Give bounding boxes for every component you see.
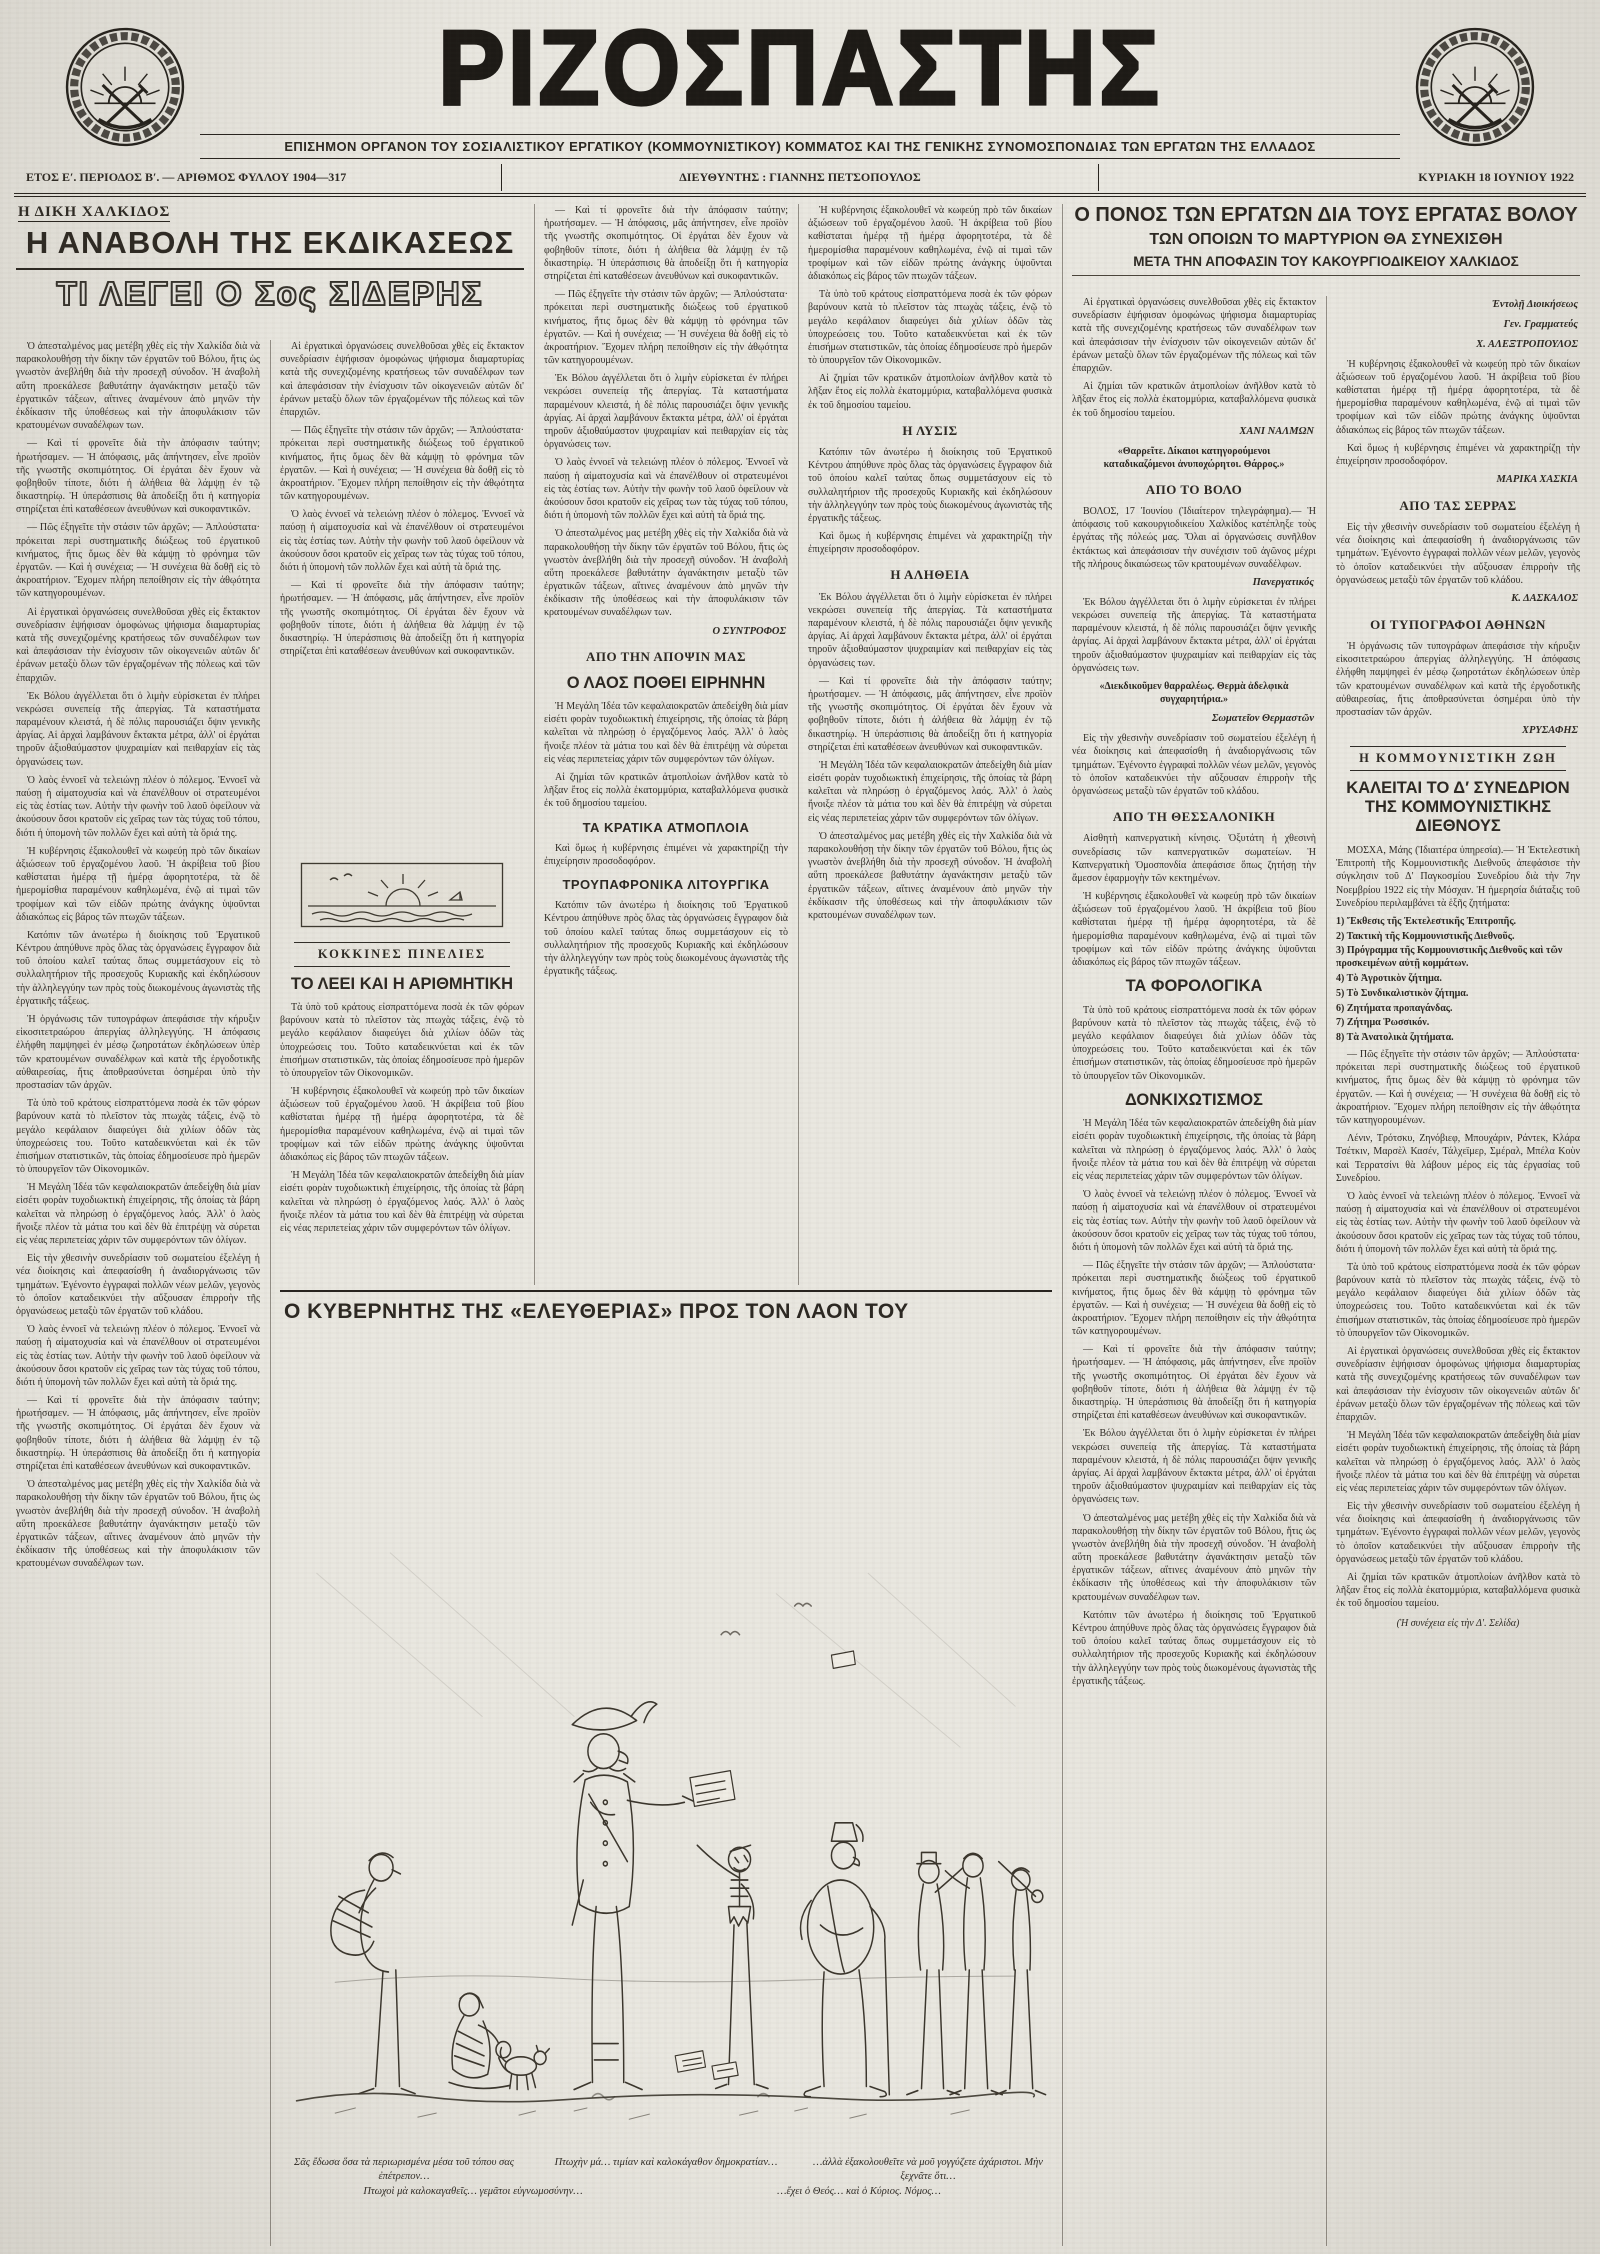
headline-kaleitai-to-synedrion: ΚΑΛΕΙΤΑΙ ΤΟ Δ′ ΣΥΝΕΔΡΙΟΝ ΤΗΣ ΚΟΜΜΟΥΝΙΣΤΙΚΗΣ ΔΙΕΘΝΟΥΣ — [1346, 778, 1570, 836]
subhead-apo-tin-apopsin-mas: ΑΠΟ ΤΗΝ ΑΠΟΨΙΝ ΜΑΣ — [586, 649, 746, 665]
paragraph: ΒΟΛΟΣ, 17 Ἰουνίου (Ἰδιαίτερον τηλεγράφημα).— Ἡ ἀπόφασις τοῦ κακουργιοδικείου Χαλκίδος κατέπληξε τοὺς ἐργάτας τῆς πόλεώς μας. Ὅλαι αἱ ὀργανώσεις συνῆλθον ἐκτάκτως καὶ ἀπεφάσισαν τὴν συνέχισιν τοῦ ἀγῶνος μέχρι τῆς πλήρους δικαιώσεως τῶν κρατουμένων συναδέλφων. — [1072, 506, 1316, 570]
block-body — [1072, 505, 1316, 571]
telegram-quote: «Διεκδικοῦμεν θαρραλέως. Θερμὰ ἀδελφικὰ συγχαρητήρια.» — [1099, 681, 1289, 706]
block-body — [16, 340, 260, 601]
paragraph: Αἱ ἐργατικαὶ ὀργανώσεις συνελθοῦσαι χθὲς εἰς ἔκτακτον συνεδρίασιν ἐψήφισαν ὁμοφώνως ψήφισμα διαμαρτυρίας κατὰ τῆς συνεχιζομένης κρατήσεως τῶν συναδέλφων των καὶ ἀπεφάσισαν τὴν ἐνίσχυσιν τῶν οἰκογενειῶν αὐτῶν δι' ἐράνων μεταξὺ ὅλων τῶν ἐργαζομένων τῆς πόλεως καὶ τῶν ἐπαρχιῶν. — [1072, 297, 1316, 374]
paragraph: Αἱ ζημίαι τῶν κρατικῶν ἀτμοπλοίων ἀνῆλθον κατὰ τὸ λῆξαν ἔτος εἰς πολλὰ ἑκατομμύρια, καταβαλλόμενα φυσικὰ ἐκ τοῦ δημοσίου ταμείου. — [808, 373, 1052, 411]
block-body — [1336, 844, 1580, 910]
paragraph: Καὶ ὅμως ἡ κυβέρνησις ἐπιμένει νὰ χαρακτηρίζῃ τὴν ἐπιχείρησιν προσοδοφόρον. — [1336, 442, 1580, 467]
paragraph: Τὰ ὑπὸ τοῦ κράτους εἰσπραττόμενα ποσὰ ἐκ τῶν φόρων βαρύνουν κατὰ τὸ πλεῖστον τὰς πτωχὰς τάξεις, ἐνῷ τὸ μεγάλο κεφάλαιον διαφεύγει διὰ χιλίων ὁδῶν τὰς ὑποχρεώσεις του. Τοῦτο καταδεικνύεται καὶ ἐκ τῶν ἐπισήμων στατιστικῶν, τὰς ὁποίας ἐδημοσίευσε πρὸ ἡμερῶν τὸ ὑπουργεῖον τῶν Οἰκονομικῶν. — [1336, 1261, 1580, 1339]
cartoon-caption: Σᾶς ἔδωσα ὅσα τὰ περιωρισμένα μέσα τοῦ τόπου σας ἐπέτρεπον… — [293, 2157, 515, 2182]
cartoon-figure-dog — [500, 2046, 549, 2090]
paragraph: Ἡ Μεγάλη Ἰδέα τῶν κεφαλαιοκρατῶν ἀπεδείχθη διὰ μίαν εἰσέτι φορὰν τυχοδιωκτικὴ ἐπιχείρησις, τῆς ὁποίας τὰ βάρη καλεῖται νὰ πληρώσῃ ὁ ἐργαζόμενος λαός. Ἀλλ' ὁ λαὸς ἤνοιξε πλέον τὰ μάτια του καὶ δὲν θὰ ἐπιτρέψῃ νὰ σύρεται εἰς νέας περιπετείας χάριν τῶν συμφερόντων τῶν ὀλίγων. — [280, 1170, 524, 1234]
block-body — [544, 842, 788, 868]
column-rule — [270, 340, 271, 2246]
rubric-kokkines-pinelies: ΚΟΚΚΙΝΕΣ ΠΙΝΕΛΙΕΣ — [294, 942, 510, 967]
paragraph: — Καὶ τί φρονεῖτε διὰ τὴν ἀπόφασιν ταύτην; ἠρωτήσαμεν. — Ἡ ἀπόφασις, μᾶς ἀπήντησεν, εἶνε προϊὸν τῆς γνωστῆς σκοπιμότητος. Οἱ ἐργάται δὲν ἔχουν νὰ φοβηθοῦν τίποτε, διότι ἡ ἀλήθεια θὰ λάμψῃ ἐν τῷ δικαστηρίῳ. Ἡ ὑπεράσπισις θὰ ἀποδείξῃ ὅτι ἡ κατηγορία στηρίζεται ἐπὶ καταθέσεων ἀνευθύνων καὶ συκοφαντικῶν. — [16, 1395, 260, 1472]
volos-headline-line2: ΤΩΝ ΟΠΟΙΩΝ ΤΟ ΜΑΡΤΥΡΙΟΝ ΘΑ ΣΥΝΕΧΙΣΘΗ — [1149, 231, 1503, 248]
paragraph: — Πῶς ἐξηγεῖτε τὴν στάσιν τῶν ἀρχῶν; — Ἁπλούστατα· πρόκειται περὶ συστηματικῆς διώξεως τοῦ ἐργατικοῦ κινήματος, ἥτις ὅμως δὲν θὰ κάμψῃ τὸ φρόνημα τῶν ἐργατῶν. — Καὶ ἡ συνέχεια; — Ἡ συνέχεια θὰ δοθῇ εἰς τὸ ἀκροατήριον. Ἔχομεν πλήρη πεποίθησιν εἰς τὴν ἀθῳότητα τῶν κατηγορουμένων. — [1336, 1049, 1580, 1126]
headline-donkixotismos: ΔΟΝΚΙΧΩΤΙΣΜΟΣ — [1125, 1090, 1263, 1109]
paragraph: Ἡ κυβέρνησις ἐξακολουθεῖ νὰ κωφεύῃ πρὸ τῶν δικαίων ἀξιώσεων τοῦ ἐργαζομένου λαοῦ. Ἡ ἀκρίβεια τοῦ βίου καθίσταται ἡμέρᾳ τῇ ἡμέρᾳ ἀφορητοτέρα, τὰ δὲ ἡμερομίσθια παραμένουν καθηλωμένα, ἐνῷ αἱ τιμαὶ τῶν τροφίμων καὶ τῶν εἰδῶν πρώτης ἀνάγκης ὑψοῦνται ἀδιακόπως εἰς βάρος τῶν πτωχῶν τάξεων. — [1336, 358, 1580, 436]
paragraph: Αἱ ζημίαι τῶν κρατικῶν ἀτμοπλοίων ἀνῆλθον κατὰ τὸ λῆξαν ἔτος εἰς πολλὰ ἑκατομμύρια, καταβαλλόμενα φυσικὰ ἐκ τοῦ δημοσίου ταμείου. — [1072, 381, 1316, 419]
paragraph: Ὁ ἀπεσταλμένος μας μετέβη χθὲς εἰς τὴν Χαλκίδα διὰ νὰ παρακολουθήσῃ τὴν δίκην τῶν ἐργατῶν τοῦ Βόλου, ἥτις ὡς γνωστὸν ἀνεβλήθη διὰ τὴν προσεχῆ σύνοδον. Ἡ ἀναβολὴ αὕτη προεκάλεσε βαθυτάτην ἀγανάκτησιν μεταξὺ τῶν ἐργατικῶν τάξεων, αἵτινες ἀναμένουν ἀπὸ μηνῶν τὴν ἐκδίκασιν τῆς ὑποθέσεως καὶ τὴν ἀποφυλάκισιν τῶν κρατουμένων συναδέλφων των. — [808, 830, 1052, 921]
edition-info: ΕΤΟΣ Ε′. ΠΕΡΙΟΔΟΣ Β′. — ΑΡΙΘΜΟΣ ΦΥΛΛΟΥ 1904—317 — [26, 170, 347, 184]
paragraph: — Πῶς ἐξηγεῖτε τὴν στάσιν τῶν ἀρχῶν; — Ἁπλούστατα· πρόκειται περὶ συστηματικῆς διώξεως τοῦ ἐργατικοῦ κινήματος, ἥτις ὅμως δὲν θὰ κάμψῃ τὸ φρόνημα τῶν ἐργατῶν. — Καὶ ἡ συνέχεια; — Ἡ συνέχεια θὰ δοθῇ εἰς τὸ ἀκροατήριον. Ἔχομεν πλήρη πεποίθησιν εἰς τὴν ἀθῳότητα τῶν κατηγορουμένων. — [1072, 1260, 1316, 1338]
issue-date: ΚΥΡΙΑΚΗ 18 ΙΟΥΝΙΟΥ 1922 — [1418, 170, 1574, 184]
signature: ΧΡΥΣΑΦΗΣ — [1521, 725, 1578, 737]
cartoon-illustration — [280, 1328, 1052, 2156]
subhead-i-alitheia: Η ΑΛΗΘΕΙΑ — [890, 567, 970, 583]
masthead-title: ΡΙΖΟΣΠΑΣΤΗΣ — [437, 8, 1163, 128]
paragraph: Τὰ ὑπὸ τοῦ κράτους εἰσπραττόμενα ποσὰ ἐκ τῶν φόρων βαρύνουν κατὰ τὸ πλεῖστον τὰς πτωχὰς τάξεις, ἐνῷ τὸ μεγάλο κεφάλαιον διαφεύγει διὰ χιλίων ὁδῶν τὰς ὑποχρεώσεις του. Τοῦτο καταδεικνύεται καὶ ἐκ τῶν ἐπισήμων στατιστικῶν, τὰς ὁποίας ἐδημοσίευσε πρὸ ἡμερῶν τὸ ὑπουργεῖον τῶν Οἰκονομικῶν. — [808, 289, 1052, 367]
signature: Κ. ΔΑΣΚΑΛΟΣ — [1511, 593, 1578, 605]
rubric-kommounistiki-zoi: Η ΚΟΜΜΟΥΝΙΣΤΙΚΗ ΖΩΗ — [1350, 746, 1566, 771]
paragraph: Καὶ ὅμως ἡ κυβέρνησις ἐπιμένει νὰ χαρακτηρίζῃ τὴν ἐπιχείρησιν προσοδοφόρον. — [544, 842, 788, 867]
block-body — [16, 606, 260, 840]
seascape-vignette-illustration — [300, 862, 504, 928]
cartoon-caption: Πτωχοὶ μὰ καλοκαγαθεῖς… γεμᾶτοι εὐγνωμοσύνην… — [363, 2186, 583, 2198]
cartoon-figure-skeletal-man — [697, 1845, 768, 2088]
paragraph: Ὁ ἀπεσταλμένος μας μετέβη χθὲς εἰς τὴν Χαλκίδα διὰ νὰ παρακολουθήσῃ τὴν δίκην τῶν ἐργατῶν τοῦ Βόλου, ἥτις ὡς γνωστὸν ἀνεβλήθη διὰ τὴν προσεχῆ σύνοδον. Ἡ ἀναβολὴ αὕτη προεκάλεσε βαθυτάτην ἀγανάκτησιν μεταξὺ τῶν ἐργατικῶν τάξεων, αἵτινες ἀναμένουν ἀπὸ μηνῶν τὴν ἐκδίκασιν τῆς ὑποθέσεως καὶ τὴν ἀποφυλάκισιν τῶν κρατουμένων συναδέλφων των. — [16, 341, 260, 432]
paragraph: Αἱ ἐργατικαὶ ὀργανώσεις συνελθοῦσαι χθὲς εἰς ἔκτακτον συνεδρίασιν ἐψήφισαν ὁμοφώνως ψήφισμα διαμαρτυρίας κατὰ τῆς συνεχιζομένης κρατήσεως τῶν συναδέλφων των καὶ ἀπεφάσισαν τὴν ἐνίσχυσιν τῶν οἰκογενειῶν αὐτῶν δι' ἐράνων μεταξὺ ὅλων τῶν ἐργαζομένων τῆς πόλεως καὶ τῶν ἐπαρχιῶν. — [1336, 1346, 1580, 1423]
paragraph: Ὁ λαὸς ἐννοεῖ νὰ τελειώνῃ πλέον ὁ πόλεμος. Ἐννοεῖ νὰ παύσῃ ἡ αἱματοχυσία καὶ νὰ ἐπανέλθουν οἱ στρατευμένοι εἰς τὰς ἑστίας των. Αὐτὴν τὴν φωνὴν τοῦ λαοῦ ὀφείλουν νὰ ἀκούσουν ὅσοι κρατοῦν εἰς χεῖρας των τὰς τύχας τοῦ τόπου, διότι ἡ ὑπομονὴ τῶν πολλῶν ἔχει καὶ αὐτὴ τὰ ὅριά της. — [280, 509, 524, 573]
telegram-quote: «Θαρρεῖτε. Δίκαιοι κατηγορούμενοι καταδικαζόμενοι ἀνυποχώρητοι. Θάρρος.» — [1103, 445, 1285, 470]
block-body — [1336, 1048, 1580, 1611]
paragraph: Κατόπιν τῶν ἀνωτέρω ἡ διοίκησις τοῦ Ἐργατικοῦ Κέντρου ἀπηύθυνε πρὸς ὅλας τὰς ὀργανώσεις ἔγγραφον διὰ τοῦ ὁποίου καλεῖ ταύτας ὅπως συμμετάσχουν εἰς τὸ συλλαλητήριον τῆς προσεχοῦς Κυριακῆς καὶ ἐκδηλώσουν τὴν ἀλληλεγγύην των πρὸς τοὺς διωκομένους ἀγωνιστὰς τῆς ἐργατικῆς τάξεως. — [808, 446, 1052, 524]
subhead-apo-ti-thessaloniki: ΑΠΟ ΤΗ ΘΕΣΣΑΛΟΝΙΚΗ — [1112, 809, 1276, 825]
block-body — [808, 446, 1052, 557]
paragraph: Ὁ λαὸς ἐννοεῖ νὰ τελειώνῃ πλέον ὁ πόλεμος. Ἐννοεῖ νὰ παύσῃ ἡ αἱματοχυσία καὶ νὰ ἐπανέλθουν οἱ στρατευμένοι εἰς τὰς ἑστίας των. Αὐτὴν τὴν φωνὴν τοῦ λαοῦ ὀφείλουν νὰ ἀκούσουν ὅσοι κρατοῦν εἰς χεῖρας των τὰς τύχας τοῦ τόπου, διότι ἡ ὑπομονὴ τῶν πολλῶν ἔχει καὶ αὐτὴ τὰ ὅριά της. — [16, 774, 260, 839]
block-body — [1072, 832, 1316, 969]
block-body — [1336, 358, 1580, 469]
paragraph: Ὁ ἀπεσταλμένος μας μετέβη χθὲς εἰς τὴν Χαλκίδα διὰ νὰ παρακολουθήσῃ τὴν δίκην τῶν ἐργατῶν τοῦ Βόλου, ἥτις ὡς γνωστὸν ἀνεβλήθη διὰ τὴν προσεχῆ σύνοδον. Ἡ ἀναβολὴ αὕτη προεκάλεσε βαθυτάτην ἀγανάκτησιν μεταξὺ τῶν ἐργατικῶν τάξεων, αἵτινες ἀναμένουν ἀπὸ μηνῶν τὴν ἐκδίκασιν τῆς ὑποθέσεως καὶ τὴν ἀποφυλάκισιν τῶν κρατουμένων συναδέλφων των. — [1072, 1512, 1316, 1603]
lead-kicker-text: Η ΔΙΚΗ ΧΑΛΚΙΔΟΣ — [18, 204, 171, 220]
headline-to-leei-kai-i-arithmitiki: ΤΟ ΛΕΕΙ ΚΑΙ Η ΑΡΙΘΜΗΤΙΚΗ — [290, 974, 514, 993]
paragraph: — Καὶ τί φρονεῖτε διὰ τὴν ἀπόφασιν ταύτην; ἠρωτήσαμεν. — Ἡ ἀπόφασις, μᾶς ἀπήντησεν, εἶνε προϊὸν τῆς γνωστῆς σκοπιμότητος. Οἱ ἐργάται δὲν ἔχουν νὰ φοβηθοῦν τίποτε, διότι ἡ ἀλήθεια θὰ λάμψῃ ἐν τῷ δικαστηρίῳ. Ἡ ὑπεράσπισις θὰ ἀποδείξῃ ὅτι ἡ κατηγορία στηρίζεται ἐπὶ καταθέσεων ἀνευθύνων καὶ συκοφαντικῶν. — [808, 675, 1052, 753]
paragraph: — Καὶ τί φρονεῖτε διὰ τὴν ἀπόφασιν ταύτην; ἠρωτήσαμεν. — Ἡ ἀπόφασις, μᾶς ἀπήντησεν, εἶνε προϊὸν τῆς γνωστῆς σκοπιμότητος. Οἱ ἐργάται δὲν ἔχουν νὰ φοβηθοῦν τίποτε, διότι ἡ ἀλήθεια θὰ λάμψῃ ἐν τῷ δικαστηρίῳ. Ἡ ὑπεράσπισις θὰ ἀποδείξῃ ὅτι ἡ κατηγορία στηρίζεται ἐπὶ καταθέσεων ἀνευθύνων καὶ συκοφαντικῶν. — [544, 205, 788, 282]
paragraph: Ὁ λαὸς ἐννοεῖ νὰ τελειώνῃ πλέον ὁ πόλεμος. Ἐννοεῖ νὰ παύσῃ ἡ αἱματοχυσία καὶ νὰ ἐπανέλθουν οἱ στρατευμένοι εἰς τὰς ἑστίας των. Αὐτὴν τὴν φωνὴν τοῦ λαοῦ ὀφείλουν νὰ ἀκούσουν ὅσοι κρατοῦν εἰς χεῖρας των τὰς τύχας τοῦ τόπου, διότι ἡ ὑπομονὴ τῶν πολλῶν ἔχει καὶ αὐτὴ τὰ ὅριά της. — [16, 1324, 260, 1388]
paragraph: Ὁ ἀπεσταλμένος μας μετέβη χθὲς εἰς τὴν Χαλκίδα διὰ νὰ παρακολουθήσῃ τὴν δίκην τῶν ἐργατῶν τοῦ Βόλου, ἥτις ὡς γνωστὸν ἀνεβλήθη διὰ τὴν προσεχῆ σύνοδον. Ἡ ἀναβολὴ αὕτη προεκάλεσε βαθυτάτην ἀγανάκτησιν μεταξὺ τῶν ἐργατικῶν τάξεων, αἵτινες ἀναμένουν ἀπὸ μηνῶν τὴν ἐκδίκασιν τῆς ὑποθέσεως καὶ τὴν ἀποφυλάκισιν τῶν κρατουμένων συναδέλφων των. — [16, 1479, 260, 1570]
paragraph: Ἡ ὀργάνωσις τῶν τυπογράφων ἀπεφάσισε τὴν κήρυξιν εἰκοσιτετραώρου ἀπεργίας ἀλληλεγγύης. Ἡ ἀπόφασις ἐλήφθη παμψηφεὶ ἐν μέσῳ ζωηροτάτων ἐκδηλώσεων ὑπὲρ τῶν κρατουμένων συναδέλφων καὶ κατὰ τῆς ἐργοδοτικῆς αὐθαιρεσίας, ἥτις ἀποθρασύνεται ὁσημέραι ὑπὸ τὴν προστασίαν τῶν ἀρχῶν. — [1336, 641, 1580, 718]
lead-kicker — [18, 204, 524, 221]
cartoon-caption: …ἔχει ὁ Θεός… καὶ ὁ Κύριος. Νόμος… — [777, 2186, 941, 2198]
paragraph: Ἐκ Βόλου ἀγγέλλεται ὅτι ὁ λιμὴν εὑρίσκεται ἐν πλήρει νεκρώσει συνεπείᾳ τῆς ἀπεργίας. Τὰ καταστήματα παραμένουν κλειστά, ἡ δὲ πόλις παρουσιάζει ὄψιν γενικῆς ἀργίας. Αἱ ἀρχαὶ λαμβάνουν ἔκτακτα μέτρα, ἀλλ' οἱ ἐργάται τηροῦν ἀξιοθαύμαστον ψυχραιμίαν καὶ πειθαρχίαν εἰς τὰς ὀργανώσεις των. — [1072, 596, 1316, 674]
paragraph: Καὶ ὅμως ἡ κυβέρνησις ἐπιμένει νὰ χαρακτηρίζῃ τὴν ἐπιχείρησιν προσοδοφόρον. — [808, 531, 1052, 556]
paragraph: Ἐκ Βόλου ἀγγέλλεται ὅτι ὁ λιμὴν εὑρίσκεται ἐν πλήρει νεκρώσει συνεπείᾳ τῆς ἀπεργίας. Τὰ καταστήματα παραμένουν κλειστά, ἡ δὲ πόλις παρουσιάζει ὄψιν γενικῆς ἀργίας. Αἱ ἀρχαὶ λαμβάνουν ἔκτακτα μέτρα, ἀλλ' οἱ ἐργάται τηροῦν ἀξιοθαύμαστον ψυχραιμίαν καὶ πειθαρχίαν εἰς τὰς ὀργανώσεις των. — [544, 373, 788, 451]
subhead-i-lysis: Η ΛΥΣΙΣ — [902, 422, 958, 438]
paragraph: — Καὶ τί φρονεῖτε διὰ τὴν ἀπόφασιν ταύτην; ἠρωτήσαμεν. — Ἡ ἀπόφασις, μᾶς ἀπήντησεν, εἶνε προϊὸν τῆς γνωστῆς σκοπιμότητος. Οἱ ἐργάται δὲν ἔχουν νὰ φοβηθοῦν τίποτε, διότι ἡ ἀλήθεια θὰ λάμψῃ ἐν τῷ δικαστηρίῳ. Ἡ ὑπεράσπισις θὰ ἀποδείξῃ ὅτι ἡ κατηγορία στηρίζεται ἐπὶ καταθέσεων ἀνευθύνων καὶ συκοφαντικῶν. — [16, 438, 260, 516]
paragraph: Κατόπιν τῶν ἀνωτέρω ἡ διοίκησις τοῦ Ἐργατικοῦ Κέντρου ἀπηύθυνε πρὸς ὅλας τὰς ὀργανώσεις ἔγγραφον διὰ τοῦ ὁποίου καλεῖ ταύτας ὅπως συμμετάσχουν εἰς τὸ συλλαλητήριον τῆς προσεχοῦς Κυριακῆς καὶ ἐκδηλώσουν τὴν ἀλληλεγγύην των πρὸς τοὺς διωκομένους ἀγωνιστὰς τῆς ἐργατικῆς τάξεως. — [16, 929, 260, 1007]
signature: ΧΑΝΙ ΝΑΛΜΩΝ — [1239, 425, 1314, 437]
paragraph: Τὰ ὑπὸ τοῦ κράτους εἰσπραττόμενα ποσὰ ἐκ τῶν φόρων βαρύνουν κατὰ τὸ πλεῖστον τὰς πτωχὰς τάξεις, ἐνῷ τὸ μεγάλο κεφάλαιον διαφεύγει διὰ χιλίων ὁδῶν τὰς ὑποχρεώσεις του. Τοῦτο καταδεικνύεται καὶ ἐκ τῶν ἐπισήμων στατιστικῶν, τὰς ὁποίας ἐδημοσίευσε πρὸ ἡμερῶν τὸ ὑπουργεῖον τῶν Οἰκονομικῶν. — [1072, 1004, 1316, 1082]
director-info: ΔΙΕΥΘΥΝΤΗΣ : ΓΙΑΝΝΗΣ ΠΕΤΣΟΠΟΥΛΟΣ — [501, 164, 1098, 191]
block-body — [280, 1001, 524, 1235]
block-body — [16, 845, 260, 1092]
paragraph: — Πῶς ἐξηγεῖτε τὴν στάσιν τῶν ἀρχῶν; — Ἁπλούστατα· πρόκειται περὶ συστηματικῆς διώξεως τοῦ ἐργατικοῦ κινήματος, ἥτις ὅμως δὲν θὰ κάμψῃ τὸ φρόνημα τῶν ἐργατῶν. — Καὶ ἡ συνέχεια; — Ἡ συνέχεια θὰ δοθῇ εἰς τὸ ἀκροατήριον. Ἔχομεν πλήρη πεποίθησιν εἰς τὴν ἀθῳότητα τῶν κατηγορουμένων. — [544, 289, 788, 367]
paragraph: Αἱ ζημίαι τῶν κρατικῶν ἀτμοπλοίων ἀνῆλθον κατὰ τὸ λῆξαν ἔτος εἰς πολλὰ ἑκατομμύρια, καταβαλλόμενα φυσικὰ ἐκ τοῦ δημοσίου ταμείου. — [544, 772, 788, 810]
column-2-upper — [280, 340, 524, 856]
cartoon-figure-pasha — [801, 1823, 890, 2097]
paragraph: Ἡ κυβέρνησις ἐξακολουθεῖ νὰ κωφεύῃ πρὸ τῶν δικαίων ἀξιώσεων τοῦ ἐργαζομένου λαοῦ. Ἡ ἀκρίβεια τοῦ βίου καθίσταται ἡμέρᾳ τῇ ἡμέρᾳ ἀφορητοτέρα, τὰ δὲ ἡμερομίσθια παραμένουν καθηλωμένα, ἐνῷ αἱ τιμαὶ τῶν τροφίμων καὶ τῶν εἰδῶν πρώτης ἀνάγκης ὑψοῦνται ἀδιακόπως εἰς βάρος τῶν πτωχῶν τάξεων. — [280, 1086, 524, 1164]
paragraph: Ἐκ Βόλου ἀγγέλλεται ὅτι ὁ λιμὴν εὑρίσκεται ἐν πλήρει νεκρώσει συνεπείᾳ τῆς ἀπεργίας. Τὰ καταστήματα παραμένουν κλειστά, ἡ δὲ πόλις παρουσιάζει ὄψιν γενικῆς ἀργίας. Αἱ ἀρχαὶ λαμβάνουν ἔκτακτα μέτρα, ἀλλ' οἱ ἐργάται τηροῦν ἀξιοθαύμαστον ψυχραιμίαν καὶ πειθαρχίαν εἰς τὰς ὀργανώσεις των. — [16, 690, 260, 768]
cartoon-figure-soldier — [996, 1862, 1046, 2095]
congress-agenda-list — [1336, 915, 1580, 1044]
subhead-oi-typografoi-athinon: ΟΙ ΤΥΠΟΓΡΑΦΟΙ ΑΘΗΝΩΝ — [1370, 616, 1546, 632]
paragraph: Ἡ ὀργάνωσις τῶν τυπογράφων ἀπεφάσισε τὴν κήρυξιν εἰκοσιτετραώρου ἀπεργίας ἀλληλεγγύης. Ἡ ἀπόφασις ἐλήφθη παμψηφεὶ ἐν μέσῳ ζωηροτάτων ἐκδηλώσεων ὑπὲρ τῶν κρατουμένων συναδέλφων καὶ κατὰ τῆς ἐργοδοτικῆς αὐθαιρεσίας, ἥτις ἀποθρασύνεται ὁσημέραι ὑπὸ τὴν προστασίαν τῶν ἀρχῶν. — [16, 1014, 260, 1091]
paragraph: Τὰ ὑπὸ τοῦ κράτους εἰσπραττόμενα ποσὰ ἐκ τῶν φόρων βαρύνουν κατὰ τὸ πλεῖστον τὰς πτωχὰς τάξεις, ἐνῷ τὸ μεγάλο κεφάλαιον διαφεύγει διὰ χιλίων ὁδῶν τὰς ὑποχρεώσεις του. Τοῦτο καταδεικνύεται καὶ ἐκ τῶν ἐπισήμων στατιστικῶν, τὰς ὁποίας ἐδημοσίευσε πρὸ ἡμερῶν τὸ ὑπουργεῖον τῶν Οἰκονομικῶν. — [280, 1001, 524, 1079]
cartoon-captions — [280, 2156, 1052, 2183]
paragraph: Κατόπιν τῶν ἀνωτέρω ἡ διοίκησις τοῦ Ἐργατικοῦ Κέντρου ἀπηύθυνε πρὸς ὅλας τὰς ὀργανώσεις ἔγγραφον διὰ τοῦ ὁποίου καλεῖ ταύτας ὅπως συμμετάσχουν εἰς τὸ συλλαλητήριον τῆς προσεχοῦς Κυριακῆς καὶ ἐκδηλώσουν τὴν ἀλληλεγγύην των πρὸς τοὺς διωκομένους ἀγωνιστὰς τῆς ἐργατικῆς τάξεως. — [544, 900, 788, 978]
paragraph: Ἡ κυβέρνησις ἐξακολουθεῖ νὰ κωφεύῃ πρὸ τῶν δικαίων ἀξιώσεων τοῦ ἐργαζομένου λαοῦ. Ἡ ἀκρίβεια τοῦ βίου καθίσταται ἡμέρᾳ τῇ ἡμέρᾳ ἀφορητοτέρα, τὰ δὲ ἡμερομίσθια παραμένουν καθηλωμένα, ἐνῷ αἱ τιμαὶ τῶν τροφίμων καὶ τῶν εἰδῶν πρώτης ἀνάγκης ὑψοῦνται ἀδιακόπως εἰς βάρος τῶν πτωχῶν τάξεων. — [1072, 891, 1316, 969]
column-4 — [808, 204, 1052, 1285]
paragraph: 3) Πρόγραμμα τῆς Κομμουνιστικῆς Διεθνοῦς καὶ τῶν προσκειμένων αὐτῇ κομμάτων. — [1336, 945, 1563, 970]
party-wreath-emblem-icon — [1414, 26, 1536, 148]
paragraph: Εἰς τὴν χθεσινὴν συνεδρίασιν τοῦ σωματείου ἐξελέγη ἡ νέα διοίκησις καὶ ἀπεφασίσθη ἡ ἀναδιοργάνωσις τῶν τμημάτων. Ἐγένοντο ἐγγραφαὶ πολλῶν νέων μελῶν, γεγονὸς τὸ ὁποῖον καταδεικνύει τὴν αὔξουσαν ἐπιρροὴν τῆς ὀργανώσεως μεταξὺ τῶν ἐργατῶν τοῦ κλάδου. — [1336, 522, 1580, 586]
paragraph: Εἰς τὴν χθεσινὴν συνεδρίασιν τοῦ σωματείου ἐξελέγη ἡ νέα διοίκησις καὶ ἀπεφασίσθη ἡ ἀναδιοργάνωσις τῶν τμημάτων. Ἐγένοντο ἐγγραφαὶ πολλῶν νέων μελῶν, γεγονὸς τὸ ὁποῖον καταδεικνύει τὴν αὔξουσαν ἐπιρροὴν τῆς ὀργανώσεως μεταξὺ τῶν ἐργατῶν τοῦ κλάδου. — [1336, 1501, 1580, 1565]
block-body — [280, 340, 524, 658]
paragraph: Ἡ Μεγάλη Ἰδέα τῶν κεφαλαιοκρατῶν ἀπεδείχθη διὰ μίαν εἰσέτι φορὰν τυχοδιωκτικὴ ἐπιχείρησις, τῆς ὁποίας τὰ βάρη καλεῖται νὰ πληρώσῃ ὁ ἐργαζόμενος λαός. Ἀλλ' ὁ λαὸς ἤνοιξε πλέον τὰ μάτια του καὶ δὲν θὰ ἐπιτρέψῃ νὰ σύρεται εἰς νέας περιπετείας χάριν τῶν συμφερόντων τῶν ὀλίγων. — [544, 701, 788, 765]
paragraph: Ὁ λαὸς ἐννοεῖ νὰ τελειώνῃ πλέον ὁ πόλεμος. Ἐννοεῖ νὰ παύσῃ ἡ αἱματοχυσία καὶ νὰ ἐπανέλθουν οἱ στρατευμένοι εἰς τὰς ἑστίας των. Αὐτὴν τὴν φωνὴν τοῦ λαοῦ ὀφείλουν νὰ ἀκούσουν ὅσοι κρατοῦν εἰς χεῖρας των τὰς τύχας τοῦ τόπου, διότι ἡ ὑπομονὴ τῶν πολλῶν ἔχει καὶ αὐτὴ τὰ ὅριά της. — [1336, 1190, 1580, 1255]
paragraph: 6) Ζητήματα προπαγάνδας. — [1336, 1002, 1453, 1014]
headline-o-laos-pothei-eirinin: Ο ΛΑΟΣ ΠΟΘΕΙ ΕΙΡΗΝΗΝ — [566, 673, 766, 692]
signature: ΜΑΡΙΚΑ ΧΑΣΚΙΑ — [1496, 474, 1578, 486]
cartoon-figure-woman — [449, 1993, 511, 2088]
cartoon-caption: …ἀλλὰ ἐξακολουθεῖτε νὰ μοῦ γογγύζετε ἀχάριστοι. Μὴν ξεχνᾶτε ὅτι… — [813, 2157, 1043, 2182]
paragraph: Ἐκ Βόλου ἀγγέλλεται ὅτι ὁ λιμὴν εὑρίσκεται ἐν πλήρει νεκρώσει συνεπείᾳ τῆς ἀπεργίας. Τὰ καταστήματα παραμένουν κλειστά, ἡ δὲ πόλις παρουσιάζει ὄψιν γενικῆς ἀργίας. Αἱ ἀρχαὶ λαμβάνουν ἔκτακτα μέτρα, ἀλλ' οἱ ἐργάται τηροῦν ἀξιοθαύμαστον ψυχραιμίαν καὶ πειθαρχίαν εἰς τὰς ὀργανώσεις των. — [808, 591, 1052, 669]
paragraph: Ἡ Μεγάλη Ἰδέα τῶν κεφαλαιοκρατῶν ἀπεδείχθη διὰ μίαν εἰσέτι φορὰν τυχοδιωκτικὴ ἐπιχείρησις, τῆς ὁποίας τὰ βάρη καλεῖται νὰ πληρώσῃ ὁ ἐργαζόμενος λαός. Ἀλλ' ὁ λαὸς ἤνοιξε πλέον τὰ μάτια του καὶ δὲν θὰ ἐπιτρέψῃ νὰ σύρεται εἰς νέας περιπετείας χάριν τῶν συμφερόντων τῶν ὀλίγων. — [16, 1182, 260, 1246]
paragraph: Αἰσθητὴ καπνεργατικὴ κίνησις. Ὀξυτάτη ἡ χθεσινὴ συνεδρίασις τῶν καπνεργατικῶν σωματείων. Ἡ Καπνεργατικὴ Ὁμοσπονδία ἀπεφάσισε ὅπως ζητήσῃ τὴν ἄμεσον ἐφαρμογὴν τῶν κεκτημένων. — [1072, 833, 1316, 884]
paragraph: — Πῶς ἐξηγεῖτε τὴν στάσιν τῶν ἀρχῶν; — Ἁπλούστατα· πρόκειται περὶ συστηματικῆς διώξεως τοῦ ἐργατικοῦ κινήματος, ἥτις ὅμως δὲν θὰ κάμψῃ τὸ φρόνημα τῶν ἐργατῶν. — Καὶ ἡ συνέχεια; — Ἡ συνέχεια θὰ δοθῇ εἰς τὸ ἀκροατήριον. Ἔχομεν πλήρη πεποίθησιν εἰς τὴν ἀθῳότητα τῶν κατηγορουμένων. — [16, 522, 260, 600]
volos-headline-line1: Ο ΠΟΝΟΣ ΤΩΝ ΕΡΓΑΤΩΝ ΔΙΑ ΤΟΥΣ ΕΡΓΑΤΑΣ ΒΟΛΟΥ — [1074, 204, 1578, 226]
paragraph: 4) Τὸ Ἀγροτικὸν ζήτημα. — [1336, 973, 1442, 985]
paragraph: Ἡ Μεγάλη Ἰδέα τῶν κεφαλαιοκρατῶν ἀπεδείχθη διὰ μίαν εἰσέτι φορὰν τυχοδιωκτικὴ ἐπιχείρησις, τῆς ὁποίας τὰ βάρη καλεῖται νὰ πληρώσῃ ὁ ἐργαζόμενος λαός. Ἀλλ' ὁ λαὸς ἤνοιξε πλέον τὰ μάτια του καὶ δὲν θὰ ἐπιτρέψῃ νὰ σύρεται εἰς νέας περιπετείας χάριν τῶν συμφερόντων τῶν ὀλίγων. — [808, 759, 1052, 824]
block-body — [808, 204, 1052, 412]
headline-troupafronika: ΤΡΟΥΠΑΦΡΟΝΙΚΑ ΛΙΤΟΥΡΓΙΚΑ — [562, 877, 770, 893]
column-2-lower — [280, 934, 524, 1285]
paragraph: Εἰς τὴν χθεσινὴν συνεδρίασιν τοῦ σωματείου ἐξελέγη ἡ νέα διοίκησις καὶ ἀπεφασίσθη ἡ ἀναδιοργάνωσις τῶν τμημάτων. Ἐγένοντο ἐγγραφαὶ πολλῶν νέων μελῶν, γεγονὸς τὸ ὁποῖον καταδεικνύει τὴν αὔξουσαν ἐπιρροὴν τῆς ὀργανώσεως μεταξὺ τῶν ἐργατῶν τοῦ κλάδου. — [1072, 733, 1316, 797]
column-rule — [1326, 296, 1327, 2246]
block-body — [1336, 521, 1580, 587]
paragraph: Ὁ λαὸς ἐννοεῖ νὰ τελειώνῃ πλέον ὁ πόλεμος. Ἐννοεῖ νὰ παύσῃ ἡ αἱματοχυσία καὶ νὰ ἐπανέλθουν οἱ στρατευμένοι εἰς τὰς ἑστίας των. Αὐτὴν τὴν φωνὴν τοῦ λαοῦ ὀφείλουν νὰ ἀκούσουν ὅσοι κρατοῦν εἰς χεῖρας των τὰς τύχας τοῦ τόπου, διότι ἡ ὑπομονὴ τῶν πολλῶν ἔχει καὶ αὐτὴ τὰ ὅριά της. — [1072, 1189, 1316, 1253]
column-rule — [1062, 204, 1063, 2246]
headline-ta-kratika-atmoploia: ΤΑ ΚΡΑΤΙΚΑ ΑΤΜΟΠΛΟΙΑ — [582, 819, 750, 835]
block-body — [16, 1097, 260, 1318]
column-3 — [544, 204, 788, 1285]
cartoon-caption: Πτωχὴν μά… τιμίαν καὶ καλοκάγαθον δημοκρατίαν… — [554, 2157, 778, 2168]
block-body — [1072, 1004, 1316, 1083]
cartoon-title: Ο ΚΥΒΕΡΝΗΤΗΣ ΤΗΣ «ΕΛΕΥΘΕΡΙΑΣ» ΠΡΟΣ ΤΟΝ ΛΑΟΝ ΤΟΥ — [284, 1300, 909, 1323]
paragraph: 7) Ζήτημα Ῥωσσικόν. — [1336, 1017, 1430, 1029]
paragraph: 8) Τὰ Ἀνατολικὰ ζητήματα. — [1336, 1031, 1454, 1043]
cartoon-scattered-papers — [675, 2051, 738, 2080]
paragraph: Αἱ ἐργατικαὶ ὀργανώσεις συνελθοῦσαι χθὲς εἰς ἔκτακτον συνεδρίασιν ἐψήφισαν ὁμοφώνως ψήφισμα διαμαρτυρίας κατὰ τῆς συνεχιζομένης κρατήσεως τῶν συναδέλφων των καὶ ἀπεφάσισαν τὴν ἐνίσχυσιν τῶν οἰκογενειῶν αὐτῶν δι' ἐράνων μεταξὺ ὅλων τῶν ἐργαζομένων τῆς πόλεως καὶ τῶν ἐπαρχιῶν. — [16, 606, 260, 684]
editorial-cartoon — [280, 1290, 1052, 2246]
paragraph: 1) Ἔκθεσις τῆς Ἐκτελεστικῆς Ἐπιτροπῆς. — [1336, 915, 1517, 927]
paragraph: 2) Τακτικὴ τῆς Κομμουνιστικῆς Διεθνοῦς. — [1336, 930, 1515, 942]
paragraph: Ἡ κυβέρνησις ἐξακολουθεῖ νὰ κωφεύῃ πρὸ τῶν δικαίων ἀξιώσεων τοῦ ἐργαζομένου λαοῦ. Ἡ ἀκρίβεια τοῦ βίου καθίσταται ἡμέρᾳ τῇ ἡμέρᾳ ἀφορητοτέρα, τὰ δὲ ἡμερομίσθια παραμένουν καθηλωμένα, ἐνῷ αἱ τιμαὶ τῶν τροφίμων καὶ τῶν εἰδῶν πρώτης ἀνάγκης ὑψοῦνται ἀδιακόπως εἰς βάρος τῶν πτωχῶν τάξεων. — [16, 845, 260, 923]
signature: Σωματεῖον Θερμαστῶν — [1211, 713, 1314, 725]
block-body — [1072, 732, 1316, 798]
paragraph: Ὁ λαὸς ἐννοεῖ νὰ τελειώνῃ πλέον ὁ πόλεμος. Ἐννοεῖ νὰ παύσῃ ἡ αἱματοχυσία καὶ νὰ ἐπανέλθουν οἱ στρατευμένοι εἰς τὰς ἑστίας των. Αὐτὴν τὴν φωνὴν τοῦ λαοῦ ὀφείλουν νὰ ἀκούσουν ὅσοι κρατοῦν εἰς χεῖρας των τὰς τύχας τοῦ τόπου, διότι ἡ ὑπομονὴ τῶν πολλῶν ἔχει καὶ αὐτὴ τὰ ὅριά της. — [544, 457, 788, 522]
block-body — [16, 1323, 260, 1570]
paragraph: — Πῶς ἐξηγεῖτε τὴν στάσιν τῶν ἀρχῶν; — Ἁπλούστατα· πρόκειται περὶ συστηματικῆς διώξεως τοῦ ἐργατικοῦ κινήματος, ἥτις ὅμως δὲν θὰ κάμψῃ τὸ φρόνημα τῶν ἐργατῶν. — Καὶ ἡ συνέχεια; — Ἡ συνέχεια θὰ δοθῇ εἰς τὸ ἀκροατήριον. Ἔχομεν πλήρη πεποίθησιν εἰς τὴν ἀθῳότητα τῶν κατηγορουμένων. — [280, 425, 524, 503]
paragraph: Ἐκ Βόλου ἀγγέλλεται ὅτι ὁ λιμὴν εὑρίσκεται ἐν πλήρει νεκρώσει συνεπείᾳ τῆς ἀπεργίας. Τὰ καταστήματα παραμένουν κλειστά, ἡ δὲ πόλις παρουσιάζει ὄψιν γενικῆς ἀργίας. Αἱ ἀρχαὶ λαμβάνουν ἔκτακτα μέτρα, ἀλλ' οἱ ἐργάται τηροῦν ἀξιοθαύμαστον ψυχραιμίαν καὶ πειθαρχίαν εἰς τὰς ὀργανώσεις των. — [1072, 1428, 1316, 1506]
paragraph: Τὰ ὑπὸ τοῦ κράτους εἰσπραττόμενα ποσὰ ἐκ τῶν φόρων βαρύνουν κατὰ τὸ πλεῖστον τὰς πτωχὰς τάξεις, ἐνῷ τὸ μεγάλο κεφάλαιον διαφεύγει διὰ χιλίων ὁδῶν τὰς ὑποχρεώσεις του. Τοῦτο καταδεικνύεται καὶ ἐκ τῶν ἐπισήμων στατιστικῶν, τὰς ὁποίας ἐδημοσίευσε πρὸ ἡμερῶν τὸ ὑπουργεῖον τῶν Οἰκονομικῶν. — [16, 1098, 260, 1176]
block-body — [544, 700, 788, 811]
signature: Χ. ΑΛΕΞΤΡΟΠΟΥΛΟΣ — [1476, 338, 1578, 350]
subhead-apo-tas-serras: ΑΠΟ ΤΑΣ ΣΕΡΡΑΣ — [1399, 497, 1517, 513]
paragraph: Εἰς τὴν χθεσινὴν συνεδρίασιν τοῦ σωματείου ἐξελέγη ἡ νέα διοίκησις καὶ ἀπεφασίσθη ἡ ἀναδιοργάνωσις τῶν τμημάτων. Ἐγένοντο ἐγγραφαὶ πολλῶν νέων μελῶν, γεγονὸς τὸ ὁποῖον καταδεικνύει τὴν αὔξουσαν ἐπιρροὴν τῆς ὀργανώσεως μεταξὺ τῶν ἐργατῶν τοῦ κλάδου. — [16, 1253, 260, 1317]
volos-headline-line3: ΜΕΤΑ ΤΗΝ ΑΠΟΦΑΣΙΝ ΤΟΥ ΚΑΚΟΥΡΓΙΟΔΙΚΕΙΟΥ ΧΑΛΚΙΔΟΣ — [1072, 254, 1580, 276]
block-body — [1072, 296, 1316, 420]
volos-article-header — [1072, 204, 1580, 292]
cartoon-captions-row2 — [280, 2183, 1052, 2199]
cartoon-figure-governor — [572, 1702, 735, 2090]
column-1 — [16, 340, 260, 2242]
block-body — [1336, 640, 1580, 719]
masthead-subtitle: ΕΠΙΣΗΜΟΝ ΟΡΓΑΝΟΝ ΤΟΥ ΣΟΣΙΑΛΙΣΤΙΚΟΥ ΕΡΓΑΤΙΚΟΥ (ΚΟΜΜΟΥΝΙΣΤΙΚΟΥ) ΚΟΜΜΑΤΟΣ ΚΑΙ ΤΗΣ ΓΕΝΙΚΗΣ ΣΥΝΟΜΟΣΠΟΝΔΙΑΣ ΤΩΝ ΕΡΓΑΤΩΝ ΤΗΣ ΕΛΛΑΔΟΣ — [200, 134, 1400, 159]
block-body — [544, 204, 788, 620]
signature: Γεν. Γραμματεύς — [1503, 318, 1578, 330]
paragraph: Κατόπιν τῶν ἀνωτέρω ἡ διοίκησις τοῦ Ἐργατικοῦ Κέντρου ἀπηύθυνε πρὸς ὅλας τὰς ὀργανώσεις ἔγγραφον διὰ τοῦ ὁποίου καλεῖ ταύτας ὅπως συμμετάσχουν εἰς τὸ συλλαλητήριον τῆς προσεχοῦς Κυριακῆς καὶ ἐκδηλώσουν τὴν ἀλληλεγγύην των πρὸς τοὺς διωκομένους ἀγωνιστὰς τῆς ἐργατικῆς τάξεως. — [1072, 1609, 1316, 1687]
paragraph: Ἡ κυβέρνησις ἐξακολουθεῖ νὰ κωφεύῃ πρὸ τῶν δικαίων ἀξιώσεων τοῦ ἐργαζομένου λαοῦ. Ἡ ἀκρίβεια τοῦ βίου καθίσταται ἡμέρᾳ τῇ ἡμέρᾳ ἀφορητοτέρα, τὰ δὲ ἡμερομίσθια παραμένουν καθηλωμένα, ἐνῷ αἱ τιμαὶ τῶν τροφίμων καὶ τῶν εἰδῶν πρώτης ἀνάγκης ὑψοῦνται ἀδιακόπως εἰς βάρος τῶν πτωχῶν τάξεων. — [808, 205, 1052, 282]
paragraph: Αἱ ζημίαι τῶν κρατικῶν ἀτμοπλοίων ἀνῆλθον κατὰ τὸ λῆξαν ἔτος εἰς πολλὰ ἑκατομμύρια, καταβαλλόμενα φυσικὰ ἐκ τοῦ δημοσίου ταμείου. — [1336, 1572, 1580, 1610]
paragraph: — Καὶ τί φρονεῖτε διὰ τὴν ἀπόφασιν ταύτην; ἠρωτήσαμεν. — Ἡ ἀπόφασις, μᾶς ἀπήντησεν, εἶνε προϊὸν τῆς γνωστῆς σκοπιμότητος. Οἱ ἐργάται δὲν ἔχουν νὰ φοβηθοῦν τίποτε, διότι ἡ ἀλήθεια θὰ λάμψῃ ἐν τῷ δικαστηρίῳ. Ἡ ὑπεράσπισις θὰ ἀποδείξῃ ὅτι ἡ κατηγορία στηρίζεται ἐπὶ καταθέσεων ἀνευθύνων καὶ συκοφαντικῶν. — [1072, 1344, 1316, 1422]
cartoon-figure-porter — [331, 1853, 415, 2094]
block-body — [544, 899, 788, 978]
column-6 — [1336, 296, 1580, 2242]
cartoon-figure-arguing-men — [907, 1852, 1003, 2094]
paragraph: — Καὶ τί φρονεῖτε διὰ τὴν ἀπόφασιν ταύτην; ἠρωτήσαμεν. — Ἡ ἀπόφασις, μᾶς ἀπήντησεν, εἶνε προϊὸν τῆς γνωστῆς σκοπιμότητος. Οἱ ἐργάται δὲν ἔχουν νὰ φοβηθοῦν τίποτε, διότι ἡ ἀλήθεια θὰ λάμψῃ ἐν τῷ δικαστηρίῳ. Ἡ ὑπεράσπισις θὰ ἀποδείξῃ ὅτι ἡ κατηγορία στηρίζεται ἐπὶ καταθέσεων ἀνευθύνων καὶ συκοφαντικῶν. — [280, 580, 524, 658]
lead-article-header — [16, 204, 524, 336]
block-body — [1072, 596, 1316, 675]
party-wreath-emblem-icon — [64, 26, 186, 148]
paragraph: Ὁ ἀπεσταλμένος μας μετέβη χθὲς εἰς τὴν Χαλκίδα διὰ νὰ παρακολουθήσῃ τὴν δίκην τῶν ἐργατῶν τοῦ Βόλου, ἥτις ὡς γνωστὸν ἀνεβλήθη διὰ τὴν προσεχῆ σύνοδον. Ἡ ἀναβολὴ αὕτη προεκάλεσε βαθυτάτην ἀγανάκτησιν μεταξὺ τῶν ἐργατικῶν τάξεων, αἵτινες ἀναμένουν ἀπὸ μηνῶν τὴν ἐκδίκασιν τῆς ὑποθέσεως καὶ τὴν ἀποφυλάκισιν τῶν κρατουμένων συναδέλφων των. — [544, 528, 788, 619]
continuation-note: (Ἡ συνέχεια εἰς τὴν Δ′. Σελίδα) — [1396, 1617, 1520, 1629]
subhead-apo-to-volo: ΑΠΟ ΤΟ ΒΟΛΟ — [1145, 481, 1243, 497]
signature: Ἐντολῇ Διοικήσεως — [1491, 299, 1578, 310]
block-body — [1072, 1117, 1316, 1688]
block-body — [808, 591, 1052, 923]
signature-o-syntrofos: Ο ΣΥΝΤΡΟΦΟΣ — [712, 625, 786, 637]
paragraph: Ἡ Μεγάλη Ἰδέα τῶν κεφαλαιοκρατῶν ἀπεδείχθη διὰ μίαν εἰσέτι φορὰν τυχοδιωκτικὴ ἐπιχείρησις, τῆς ὁποίας τὰ βάρη καλεῖται νὰ πληρώσῃ ὁ ἐργαζόμενος λαός. Ἀλλ' ὁ λαὸς ἤνοιξε πλέον τὰ μάτια του καὶ δὲν θὰ ἐπιτρέψῃ νὰ σύρεται εἰς νέας περιπετείας χάριν τῶν συμφερόντων τῶν ὀλίγων. — [1336, 1430, 1580, 1494]
paragraph: ΜΟΣΧΑ, Μάης (Ἰδιαιτέρα ὑπηρεσία).— Ἡ Ἐκτελεστικὴ Ἐπιτροπὴ τῆς Κομμουνιστικῆς Διεθνοῦς ἀπεφάσισε τὴν σύγκλησιν τοῦ Δ′ Παγκοσμίου Συνεδρίου διὰ τὴν 7ην Νοεμβρίου 1922 εἰς τὴν Μόσχαν. Ἡ ἡμερησία διάταξις τοῦ Συνεδρίου περιλαμβάνει τὰ ἑξῆς ζητήματα: — [1336, 844, 1580, 909]
lead-subheadline: ΤΙ ΛΕΓΕΙ Ο Σος ΣΙΔΕΡΗΣ — [56, 275, 484, 312]
masthead-rule — [14, 193, 1586, 197]
masthead-dateline — [14, 164, 1586, 191]
column-rule — [798, 204, 799, 1285]
paragraph: 5) Τὸ Συνδικαλιστικὸν ζήτημα. — [1336, 987, 1469, 999]
lead-headline: Η ΑΝΑΒΟΛΗ ΤΗΣ ΕΚΔΙΚΑΣΕΩΣ — [16, 225, 524, 270]
column-rule — [534, 204, 535, 1285]
paragraph: Ἡ Μεγάλη Ἰδέα τῶν κεφαλαιοκρατῶν ἀπεδείχθη διὰ μίαν εἰσέτι φορὰν τυχοδιωκτικὴ ἐπιχείρησις, τῆς ὁποίας τὰ βάρη καλεῖται νὰ πληρώσῃ ὁ ἐργαζόμενος λαός. Ἀλλ' ὁ λαὸς ἤνοιξε πλέον τὰ μάτια του καὶ δὲν θὰ ἐπιτρέψῃ νὰ σύρεται εἰς νέας περιπετείας χάριν τῶν συμφερόντων τῶν ὀλίγων. — [1072, 1118, 1316, 1183]
paragraph: Λένιν, Τρότσκυ, Ζηνόβιεφ, Μπουχάριν, Ράντεκ, Κλάρα Τσέτκιν, Μαρσὲλ Κασέν, Τάλχεϊμερ, Σμέραλ, Μπέλα Κοὺν καὶ Τερρατσίνι θὰ λάβουν μέρος εἰς τὰς ἐργασίας τοῦ Συνεδρίου. — [1336, 1133, 1580, 1184]
column-5 — [1072, 296, 1316, 2242]
paragraph: Αἱ ἐργατικαὶ ὀργανώσεις συνελθοῦσαι χθὲς εἰς ἔκτακτον συνεδρίασιν ἐψήφισαν ὁμοφώνως ψήφισμα διαμαρτυρίας κατὰ τῆς συνεχιζομένης κρατήσεως τῶν συναδέλφων των καὶ ἀπεφάσισαν τὴν ἐνίσχυσιν τῶν οἰκογενειῶν αὐτῶν δι' ἐράνων μεταξὺ ὅλων τῶν ἐργαζομένων τῆς πόλεως καὶ τῶν ἐπαρχιῶν. — [280, 341, 524, 418]
signature: Πανεργατικός — [1252, 577, 1314, 589]
headline-ta-forologika: ΤΑ ΦΟΡΟΛΟΓΙΚΑ — [1125, 977, 1263, 996]
